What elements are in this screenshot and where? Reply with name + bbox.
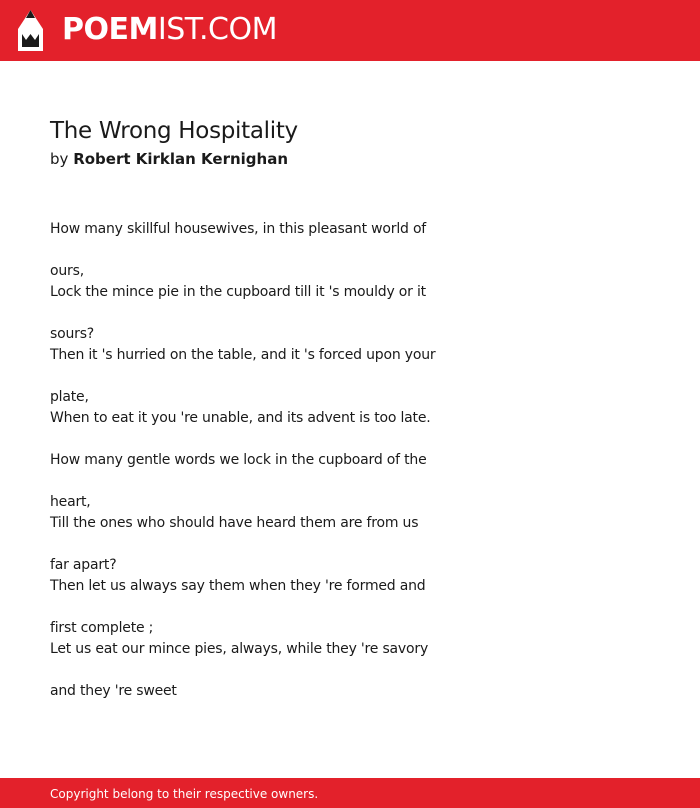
poem-author: Robert Kirklan Kernighan — [73, 150, 289, 168]
stanza-gap — [50, 240, 650, 261]
poem-line: first complete ; — [50, 620, 154, 636]
poem-line: Till the ones who should have heard them are from us — [50, 515, 419, 531]
poem-line: Then it 's hurried on the table, and it 's forced upon your — [50, 347, 436, 363]
poem-line: Let us eat our mince pies, always, while they 're savory — [50, 641, 429, 657]
poem-line: heart, — [50, 494, 91, 510]
poem-line: and they 're sweet — [50, 683, 177, 699]
stanza-gap — [50, 429, 650, 450]
site-logo[interactable] — [62, 13, 277, 47]
poem-byline — [50, 149, 288, 169]
byline-prefix: by — [50, 150, 69, 168]
poem-line: ours, — [50, 263, 84, 279]
poem-line: sours? — [50, 326, 95, 342]
poem-line: When to eat it you 're unable, and its advent is too late. — [50, 410, 431, 426]
site-footer — [0, 778, 700, 808]
stanza-gap — [50, 366, 650, 387]
poem-line: How many skillful housewives, in this pleasant world of — [50, 221, 427, 237]
stanza-gap — [50, 660, 650, 681]
poem-body — [50, 219, 650, 702]
poem-line: How many gentle words we lock in the cupboard of the — [50, 452, 427, 468]
poem-line: plate, — [50, 389, 89, 405]
poem-line: far apart? — [50, 557, 117, 573]
poem-line: Lock the mince pie in the cupboard till it 's mouldy or it — [50, 284, 426, 300]
stanza-gap — [50, 534, 650, 555]
stanza-gap — [50, 303, 650, 324]
poem-title: The Wrong Hospitality — [50, 118, 298, 144]
stanza-gap — [50, 597, 650, 618]
stanza-gap — [50, 471, 650, 492]
poem-line: Then let us always say them when they 're formed and — [50, 578, 426, 594]
logo-light-text: IST.COM — [157, 12, 277, 47]
logo-bold-text: POEM — [62, 12, 158, 47]
pencil-icon[interactable] — [18, 10, 43, 51]
copyright-notice: Copyright belong to their respective owners. — [50, 787, 319, 801]
site-header — [0, 0, 700, 61]
